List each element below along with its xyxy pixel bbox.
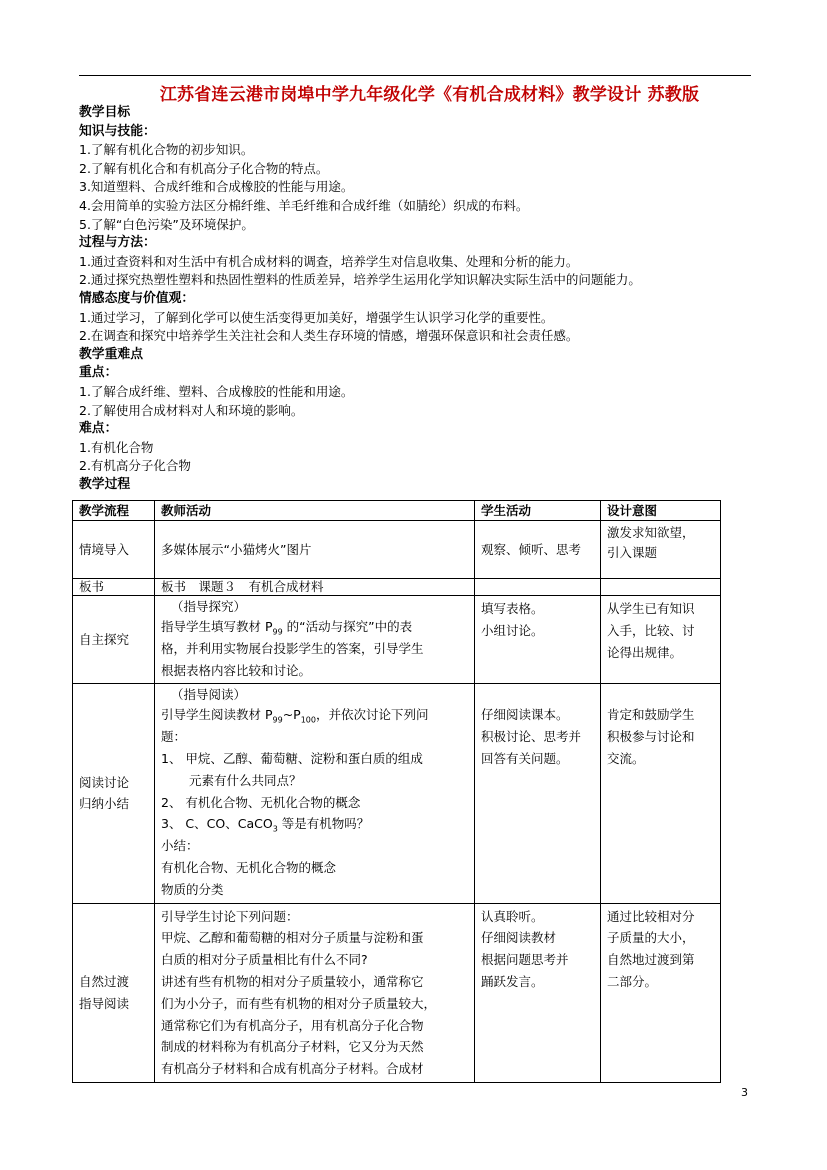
- teacher-text: 元素有什么共同点？: [189, 772, 302, 788]
- intent-line: 入手，比较、讨: [607, 622, 695, 638]
- table-row: [73, 684, 721, 903]
- intent-cell: [601, 903, 721, 1082]
- stage-cell: 情境导入: [73, 521, 155, 579]
- teacher-text: 有机高分子材料和合成有机高分子材料。合成材: [161, 1061, 424, 1077]
- teaching-process-table: [72, 500, 721, 1083]
- student-cell: [475, 579, 601, 596]
- stage-cell: [73, 684, 155, 903]
- stage-text: 指导阅读: [79, 995, 130, 1011]
- teacher-text: （指导探究）: [171, 599, 247, 614]
- knowledge-item: 2.了解有机化合和有机高分子化合物的特点。: [79, 160, 329, 176]
- table-row: [73, 579, 721, 596]
- focus-item: 2.了解使用合成材料对人和环境的影响。: [79, 402, 304, 418]
- teacher-text: 制成的材料称为有机高分子材料，它又分为天然: [161, 1039, 424, 1055]
- intent-cell: [601, 596, 721, 684]
- intent-line: 积极参与讨论和: [607, 729, 695, 745]
- intent-line: 从学生已有知识: [607, 601, 695, 616]
- student-cell: [475, 521, 601, 579]
- intent-line: 引入课题: [607, 545, 658, 560]
- column-header: 设计意图: [601, 501, 721, 521]
- student-cell: [475, 903, 601, 1082]
- document-title: 江苏省连云港市岗埠中学九年级化学《有机合成材料》教学设计 苏教版: [159, 85, 700, 105]
- teacher-text: 题：: [161, 729, 187, 745]
- intent-line: 二部分。: [607, 973, 658, 989]
- student-text: 填写表格。: [481, 601, 544, 616]
- difficulty-heading: 难点：: [79, 421, 118, 437]
- column-header: 教师活动: [155, 501, 475, 521]
- intent-cell: [601, 521, 721, 579]
- student-text: 回答有关问题。: [481, 750, 569, 766]
- subscript: 3: [272, 824, 278, 834]
- student-text: 小组讨论。: [481, 622, 544, 638]
- student-text: 仔细阅读课本。: [481, 707, 569, 723]
- focus-heading: 重点：: [79, 365, 118, 381]
- teacher-cell: [155, 684, 475, 903]
- objectives-heading: 教学目标: [79, 105, 131, 120]
- teacher-cell: [155, 596, 475, 684]
- process-table-heading: 教学过程: [79, 476, 131, 492]
- teacher-text: 白质的相对分子质量相比有什么不同?: [161, 952, 368, 968]
- subscript: 99: [272, 715, 283, 725]
- intent-cell: [601, 579, 721, 596]
- teacher-text: 指导学生填写教材 P: [161, 619, 273, 634]
- knowledge-item: 5.了解“白色污染”及环境保护。: [79, 216, 254, 232]
- intent-line: 肯定和鼓励学生: [607, 707, 695, 723]
- emotion-item: 1.通过学习，了解到化学可以使生活变得更加美好，增强学生认识学习化学的重要性。: [79, 309, 554, 325]
- teacher-text: 引导学生讨论下列问题：: [161, 908, 299, 924]
- knowledge-heading: 知识与技能：: [79, 123, 156, 139]
- teacher-text: 的“活动与探究”中的表: [282, 619, 413, 634]
- stage-text: 自然过渡: [79, 973, 130, 989]
- intent-line: 交流。: [607, 750, 645, 766]
- process-method-heading: 过程与方法：: [79, 235, 156, 251]
- intent-line: 子质量的大小，: [607, 930, 695, 946]
- knowledge-item: 3.知道塑料、合成纤维和合成橡胶的性能与用途。: [79, 179, 354, 195]
- intent-line: 论得出规律。: [607, 644, 683, 660]
- key-points-heading: 教学重难点: [79, 346, 143, 362]
- teacher-text: [161, 704, 468, 726]
- teacher-text: [161, 813, 468, 835]
- teacher-text: 物质的分类: [161, 881, 224, 897]
- stage-cell: 板书: [73, 579, 155, 596]
- objectives-section: [79, 104, 759, 494]
- process-method-item: 1.通过查资料和对生活中有机合成材料的调查，培养学生对信息收集、处理和分析的能力。: [79, 253, 579, 269]
- focus-item: 1.了解合成纤维、塑料、合成橡胶的性能和用途。: [79, 383, 354, 399]
- teacher-text: （指导阅读）: [171, 687, 247, 703]
- knowledge-item: 1.了解有机化合物的初步知识。: [79, 142, 254, 158]
- difficulty-item: 2.有机高分子化合物: [79, 458, 191, 474]
- teacher-text: 格，并利用实物展台投影学生的答案，引导学生: [161, 640, 424, 656]
- teacher-text: 甲烷、乙醇和葡萄糖的相对分子质量与淀粉和蛋: [161, 930, 424, 946]
- stage-text: 归纳小结: [79, 796, 130, 812]
- teacher-text: ，并依次讨论下列问: [316, 707, 429, 723]
- teacher-text: 有机化合物、无机化合物的概念: [161, 859, 337, 875]
- teacher-text: 根据表格内容比较和讨论。: [161, 662, 312, 678]
- intent-line: 自然地过渡到第: [607, 952, 695, 968]
- intent-cell: [601, 684, 721, 903]
- teacher-text: ~P: [282, 707, 301, 723]
- student-text: 认真聆听。: [481, 908, 544, 924]
- column-header: 学生活动: [475, 501, 601, 521]
- teacher-text: 们为小分子，而有些有机物的相对分子质量较大，: [161, 995, 437, 1011]
- teacher-text: 2、 有机化合物、无机化合物的概念: [161, 794, 361, 810]
- stage-cell: 自主探究: [73, 596, 155, 684]
- teacher-text: [161, 616, 468, 638]
- teacher-text: 通常称它们为有机高分子，用有机高分子化合物: [161, 1017, 424, 1033]
- subscript: 99: [272, 627, 283, 637]
- teacher-cell: [155, 521, 475, 579]
- emotion-item: 2.在调查和探究中培养学生关注社会和人类生存环境的情感，增强环保意识和社会责任感。: [79, 328, 579, 344]
- subscript: 100: [300, 715, 316, 725]
- teacher-text: 等是有机物吗？: [277, 816, 370, 832]
- stage-cell: [73, 903, 155, 1082]
- table-header-row: [73, 501, 721, 521]
- student-text: 积极讨论、思考并: [481, 729, 582, 745]
- teacher-text: 引导学生阅读教材 P: [161, 707, 273, 723]
- intent-line: 激发求知欲望，: [607, 525, 695, 540]
- teacher-text: 3、 C、CO、CaCO: [161, 816, 273, 832]
- intent-line: 通过比较相对分: [607, 908, 695, 924]
- student-text: 仔细阅读教材: [481, 930, 557, 946]
- teacher-text: 1、 甲烷、乙醇、葡萄糖、淀粉和蛋白质的组成: [161, 750, 423, 766]
- teacher-text: 讲述有些有机物的相对分子质量较小，通常称它: [161, 973, 424, 989]
- table-row: [73, 521, 721, 579]
- stage-text: 阅读讨论: [79, 774, 130, 790]
- page-number: 3: [741, 1086, 748, 1099]
- emotion-heading: 情感态度与价值观：: [79, 290, 195, 306]
- header-rule: [79, 75, 751, 76]
- table-row: [73, 596, 721, 684]
- student-text: 观察、倾听、思考: [481, 541, 582, 557]
- column-header: 教学流程: [73, 501, 155, 521]
- table-row: [73, 903, 721, 1082]
- teacher-cell: 板书 课题３ 有机合成材料: [155, 579, 475, 596]
- student-cell: [475, 596, 601, 684]
- teacher-cell: [155, 903, 475, 1082]
- teacher-text: 多媒体展示“小猫烤火”图片: [161, 541, 312, 557]
- student-text: 踊跃发言。: [481, 973, 544, 989]
- knowledge-item: 4.会用简单的实验方法区分棉纤维、羊毛纤维和合成纤维（如腈纶）织成的布料。: [79, 197, 529, 213]
- student-cell: [475, 684, 601, 903]
- difficulty-item: 1.有机化合物: [79, 439, 154, 455]
- process-method-item: 2.通过探究热塑性塑料和热固性塑料的性质差异，培养学生运用化学知识解决实际生活中的问题能力。: [79, 272, 641, 288]
- student-text: 根据问题思考并: [481, 952, 569, 968]
- teacher-text: 小结：: [161, 838, 199, 854]
